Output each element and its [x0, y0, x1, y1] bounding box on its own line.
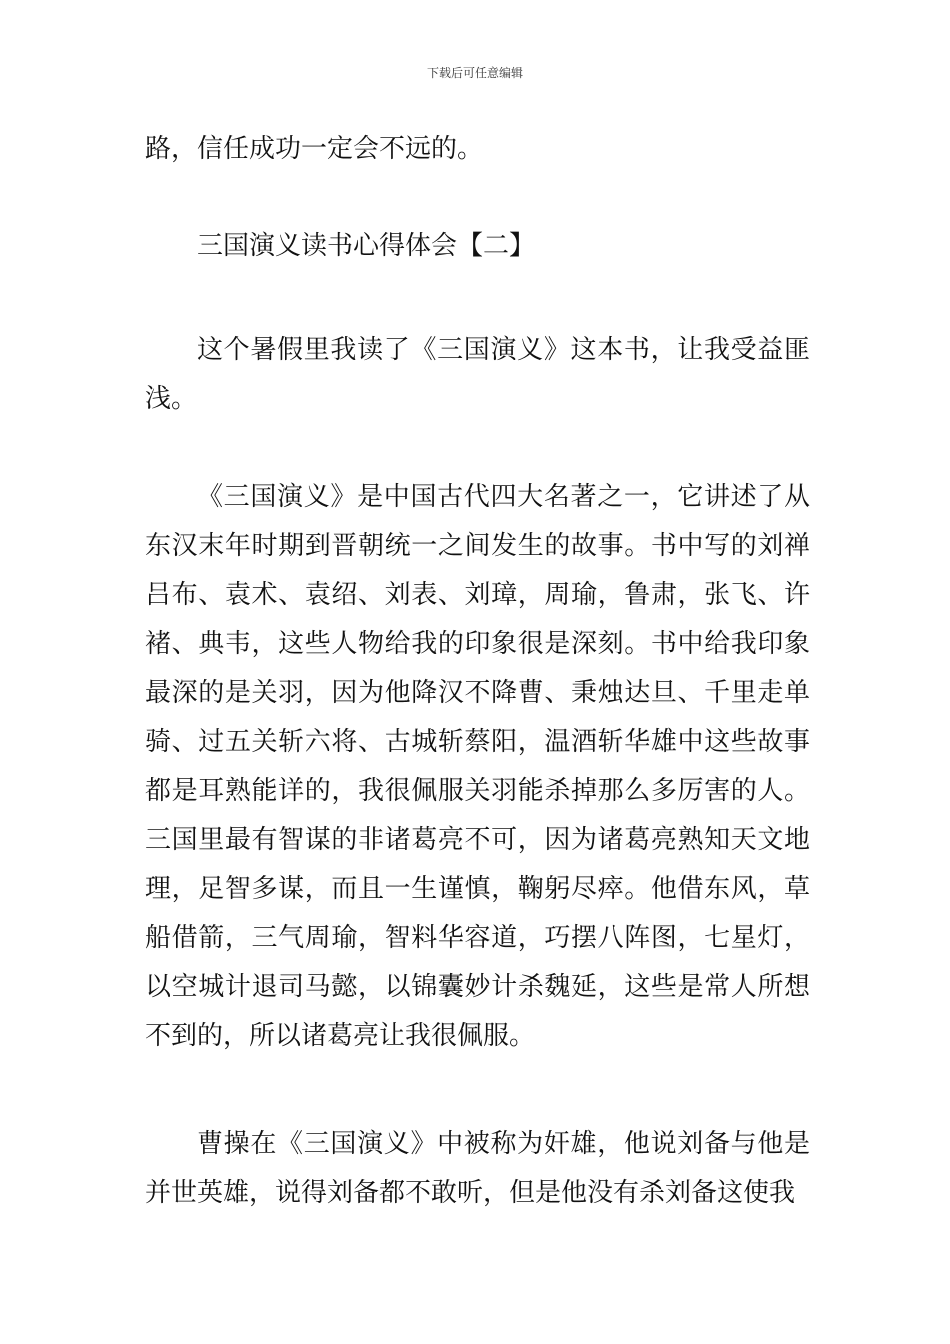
- paragraph-continuation: [145, 125, 810, 174]
- paragraph-caocao: [145, 1120, 810, 1218]
- paragraph-intro: [145, 326, 810, 424]
- paragraph-text: 《三国演义》是中国古代四大名著之一，它讲述了从东汉末年时期到晋朝统一之间发生的故事。书中写的刘禅吕布、袁术、袁绍、刘表、刘璋，周瑜，鲁肃，张飞、许褚、典韦，这些人物给我的印象很是深刻。书中给我印象最深的是关羽，因为他降汉不降曹、秉烛达旦、千里走单骑、过五关斩六将、古城斩蔡阳，温酒斩华雄中这些故事都是耳熟能详的，我很佩服关羽能杀掉那么多厉害的人。三国里最有智谋的非诸葛亮不可，因为诸葛亮熟知天文地理，足智多谋，而且一生谨慎，鞠躬尽瘁。他借东风，草船借箭，三气周瑜，智料华容道，巧摆八阵图，七星灯，以空城计退司马懿，以锦囊妙计杀魏延，这些是常人所想不到的，所以诸葛亮让我很佩服。: [145, 482, 810, 1051]
- section-heading: [145, 222, 810, 271]
- header-note: 下载后可任意编辑: [426, 66, 523, 80]
- heading-text: 三国演义读书心得体会【二】: [197, 231, 536, 261]
- paragraph-text: 曹操在《三国演义》中被称为奸雄，他说刘备与他是并世英雄，说得刘备都不敢听，但是他没有杀刘备这使我: [145, 1129, 810, 1208]
- paragraph-main: [145, 473, 810, 1061]
- paragraph-text: 路，信任成功一定会不远的。: [145, 134, 484, 164]
- paragraph-text: 这个暑假里我读了《三国演义》这本书，让我受益匪浅。: [145, 335, 810, 414]
